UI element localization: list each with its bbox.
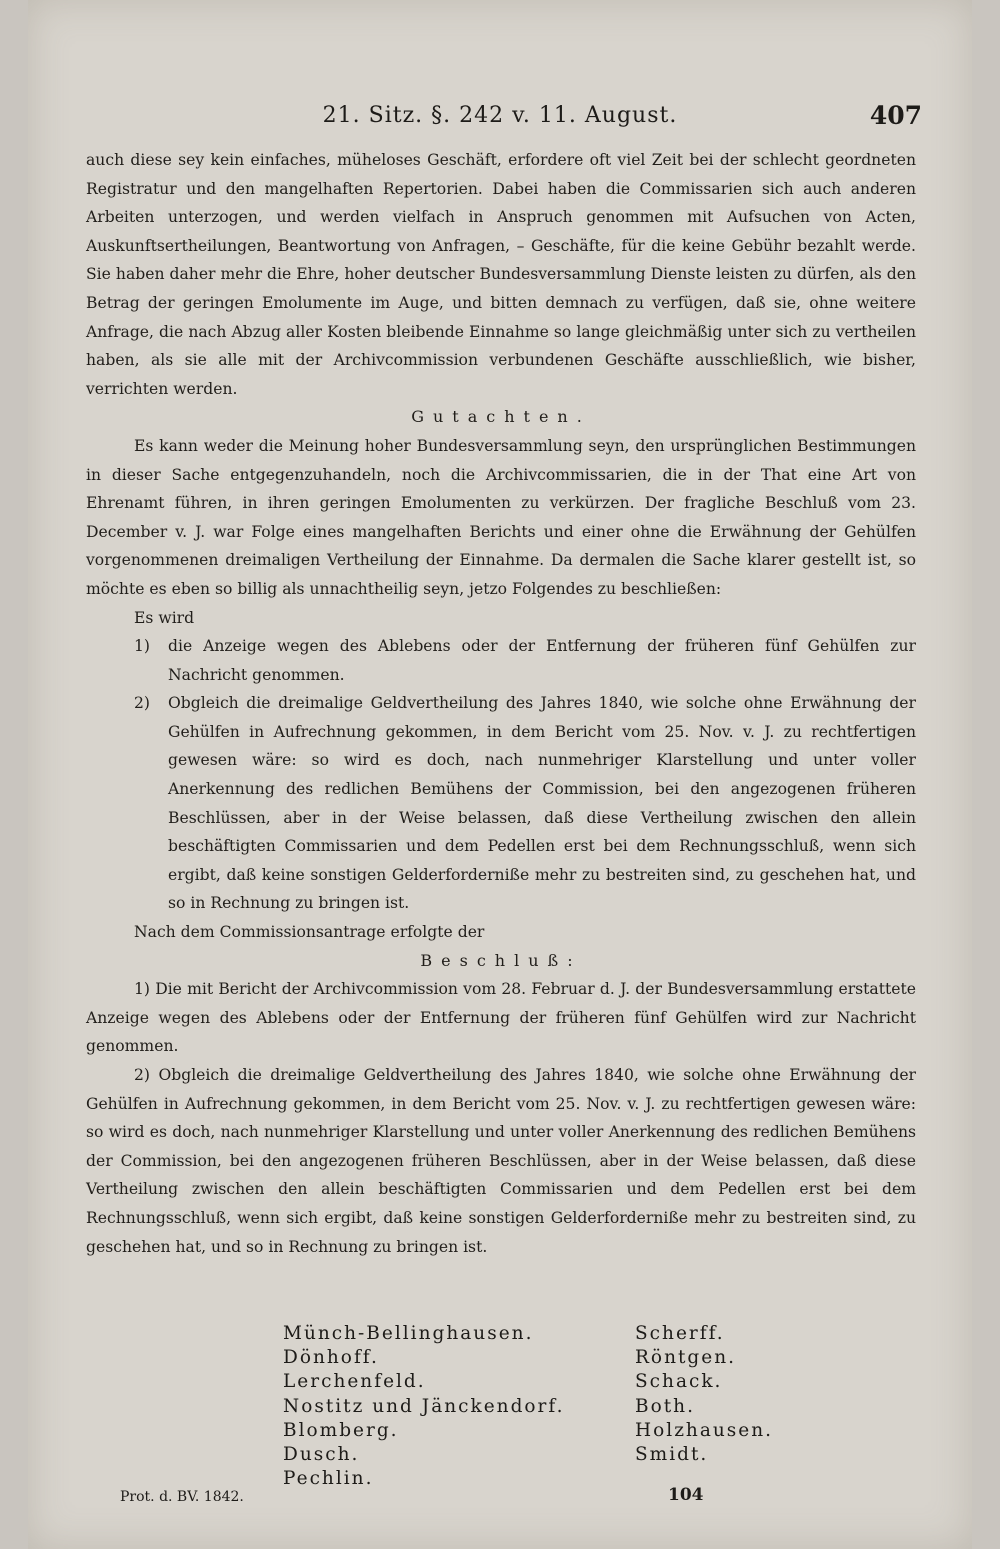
signatory: Smidt. xyxy=(635,1444,709,1466)
signatory: Dusch. xyxy=(283,1444,360,1466)
running-head: 21. Sitz. §. 242 v. 11. August. xyxy=(322,103,678,128)
signatures-right-column xyxy=(635,1322,773,1467)
document-body xyxy=(86,146,916,1261)
page-footer xyxy=(120,1485,720,1513)
signatures-left-column xyxy=(283,1322,564,1491)
signatory: Röntgen. xyxy=(635,1347,737,1369)
signatory: Lerchenfeld. xyxy=(283,1371,426,1393)
signatory: Münch-Bellinghausen. xyxy=(283,1323,534,1344)
signatory: Both. xyxy=(635,1395,695,1417)
document-page xyxy=(28,0,972,1549)
signatory: Nostitz und Jänckendorf. xyxy=(283,1395,565,1417)
signatory: Dönhoff. xyxy=(283,1347,379,1369)
beschluss-item-2: 2) Obgleich die dreimalige Geldvertheilung des Jahres 1840, wie solche ohne Erwähnung der Gehülfen in Aufrechnung gekommen, in dem Bericht vom 25. Nov. v. J. zu rechtfertigen gewesen wäre: so wird es doch, nach nunmehriger Klarstellung und unter voller Anerkennung des redlichen Bemühens der Commission, bei den angezogenen früheren Beschlüssen, aber in der Weise belassen, daß diese Vertheilung zwischen den allein beschäftigten Commissarien und dem Pedellen erst bei dem Rechnungsschluß, wenn sich ergibt, daß keine sonstigen Gelderforderniße mehr zu bestreiten sind, zu geschehen hat, und so in Rechnung zu bringen ist. xyxy=(86,1066,916,1256)
item-number: 1) xyxy=(134,637,151,656)
signatory: Scherff. xyxy=(635,1323,725,1344)
signatory: Pechlin. xyxy=(283,1468,374,1490)
item-text: die Anzeige wegen des Ablebens oder der Entfernung der früheren fünf Gehülfen zur Nachricht genommen. xyxy=(168,637,916,684)
item-text: Obgleich die dreimalige Geldvertheilung des Jahres 1840, wie solche ohne Erwähnung der Gehülfen in Aufrechnung gekommen, in dem Bericht vom 25. Nov. v. J. zu rechtfertigen gewesen wäre: so wird es doch, nach nunmehriger Klarstellung und unter voller Anerkennung des redlichen Bemühens der Commission, bei den angezogenen früheren Beschlüssen, aber in der Weise belassen, daß diese Vertheilung zwischen den allein beschäftigten Commissarien und dem Pedellen erst bei dem Rechnungsschluß, wenn sich ergibt, daß keine sonstigen Gelderforderniße mehr zu bestreiten sind, zu geschehen hat, und so in Rechnung zu bringen ist. xyxy=(168,694,916,913)
signatory: Blomberg. xyxy=(283,1419,399,1441)
signature-block xyxy=(283,1322,843,1492)
page-number: 407 xyxy=(869,101,922,130)
heading-gutachten: Gutachten. xyxy=(411,407,591,427)
page-header xyxy=(78,103,922,139)
gutachten-item-2 xyxy=(86,689,916,918)
signatory: Holzhausen. xyxy=(635,1419,774,1441)
gutachten-item-1 xyxy=(86,632,916,689)
paragraph-gutachten: Es kann weder die Meinung hoher Bundesversammlung seyn, den ursprünglichen Bestimmungen in dieser Sache entgegenzuhandeln, noch die Archivcommissarien, die in der That eine Art von Ehrenamt führen, in ihren geringen Emolumenten zu verkürzen. Der fragliche Beschluß vom 23. December v. J. war Folge eines mangelhaften Berichts und einer ohne die Erwähnung der Gehülfen vorgenommenen dreimaligen Vertheilung der Einnahme. Da dermalen die Sache klarer gestellt ist, so möchte es eben so billig als unnachtheilig seyn, jetzo Folgendes zu beschließen: xyxy=(86,436,916,598)
item-number: 2) xyxy=(134,694,151,713)
paragraph-petition: auch diese sey kein einfaches, müheloses Geschäft, erfordere oft viel Zeit bei der schlecht geordneten Registratur und den mangelhaften Repertorien. Dabei haben die Commissarien sich auch anderen Arbeiten unterzogen, und werden vielfach in Anspruch genommen mit Aufsuchen von Acten, Auskunftsertheilungen, Beantwortung von Anfragen, – Geschäfte, für die keine Gebühr bezahlt werde. Sie haben daher mehr die Ehre, hoher deutscher Bundesversammlung Dienste leisten zu dürfen, als den Betrag der geringen Emolumente im Auge, und bitten demnach zu verfügen, daß sie, ohne weitere Anfrage, die nach Abzug aller Kosten bleibende Einnahme so lange gleichmäßig unter sich zu vertheilen haben, als sie alle mit der Archivcommission verbundenen Geschäfte ausschließlich, wie bisher, verrichten werden. xyxy=(86,151,916,398)
heading-beschluss: Beschluß: xyxy=(420,950,582,970)
nach-dem-line: Nach dem Commissionsantrage erfolgte der xyxy=(134,923,485,942)
es-wird-line: Es wird xyxy=(134,608,195,627)
signatory: Schack. xyxy=(635,1371,723,1393)
beschluss-item-1: 1) Die mit Bericht der Archivcommission vom 28. Februar d. J. der Bundesversammlung erstattete Anzeige wegen des Ablebens oder der Entfernung der früheren fünf Gehülfen wird zur Nachricht genommen. xyxy=(86,980,916,1056)
footer-source: Prot. d. BV. 1842. xyxy=(120,1489,244,1505)
signature-mark: 104 xyxy=(668,1485,704,1505)
